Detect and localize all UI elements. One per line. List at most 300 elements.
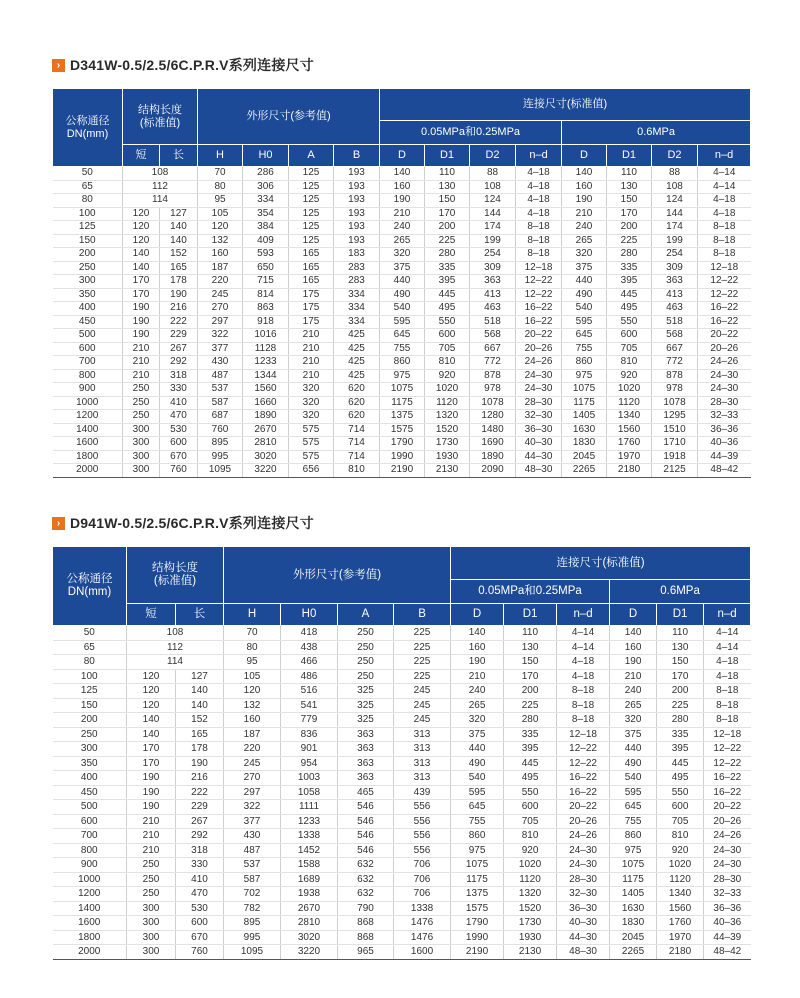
table-cell: 4–18	[516, 207, 562, 221]
table-cell: 335	[425, 261, 470, 275]
table-cell: 112	[127, 640, 224, 655]
table-cell: 36–30	[557, 901, 610, 916]
table-cell: 334	[334, 315, 380, 329]
table-cell: 24–26	[516, 356, 562, 370]
table-cell: 1918	[652, 450, 698, 464]
subheader-cell: 短	[123, 145, 160, 167]
table-row	[53, 221, 751, 235]
table-row	[53, 167, 751, 181]
table-cell: 518	[652, 315, 698, 329]
table-cell: 600	[657, 800, 704, 815]
table-cell: 114	[127, 655, 224, 670]
table-cell: 225	[394, 640, 451, 655]
table-cell: 300	[123, 450, 160, 464]
table-cell: 124	[652, 194, 698, 208]
table-cell: 2180	[657, 945, 704, 960]
table-cell: 44–30	[557, 930, 610, 945]
table-cell: 40–30	[557, 916, 610, 931]
table-cell: 487	[198, 369, 243, 383]
table-cell: 36–30	[516, 423, 562, 437]
table-cell: 190	[160, 288, 198, 302]
table-cell: 24–30	[704, 858, 751, 873]
table-cell: 144	[652, 207, 698, 221]
table-cell: 48–30	[557, 945, 610, 960]
table-cell: 125	[53, 684, 127, 699]
table-cell: 645	[610, 800, 657, 815]
table-cell: 463	[470, 302, 516, 316]
table-cell: 20–26	[704, 814, 751, 829]
table-row	[53, 713, 751, 728]
table-cell: 110	[657, 626, 704, 641]
table-cell: 80	[53, 194, 123, 208]
table-cell: 486	[281, 669, 338, 684]
table-cell: 170	[425, 207, 470, 221]
subheader-cell: D	[562, 145, 607, 167]
table-cell: 645	[380, 329, 425, 343]
table-cell: 1630	[562, 423, 607, 437]
table-cell: 1575	[380, 423, 425, 437]
table-cell: 755	[380, 342, 425, 356]
subheader-cell: B	[394, 604, 451, 626]
table-cell: 445	[425, 288, 470, 302]
table-cell: 540	[610, 771, 657, 786]
table-cell: 537	[198, 383, 243, 397]
table-row	[53, 945, 751, 960]
table-cell: 2810	[243, 437, 289, 451]
table-cell: 95	[198, 194, 243, 208]
table-cell: 210	[289, 329, 334, 343]
table-cell: 975	[380, 369, 425, 383]
table-cell: 1075	[451, 858, 504, 873]
table-cell: 20–22	[516, 329, 562, 343]
subheader-cell: A	[338, 604, 394, 626]
table-cell: 1111	[281, 800, 338, 815]
table-cell: 250	[123, 396, 160, 410]
table-cell: 8–18	[704, 684, 751, 699]
table-cell: 714	[334, 450, 380, 464]
table-cell: 375	[562, 261, 607, 275]
table-cell: 760	[160, 464, 198, 478]
table-cell: 313	[394, 727, 451, 742]
table-cell: 300	[53, 742, 127, 757]
table-cell: 175	[289, 315, 334, 329]
table-cell: 1690	[470, 437, 516, 451]
table-cell: 860	[562, 356, 607, 370]
table-row	[53, 464, 751, 478]
table-cell: 546	[338, 814, 394, 829]
table-cell: 895	[224, 916, 281, 931]
table-cell: 714	[334, 437, 380, 451]
table-cell: 283	[334, 275, 380, 289]
table-cell: 705	[425, 342, 470, 356]
table-cell: 300	[123, 464, 160, 478]
table-cell: 132	[224, 698, 281, 713]
table-cell: 1520	[504, 901, 557, 916]
table-cell: 190	[610, 655, 657, 670]
table-cell: 1800	[53, 930, 127, 945]
table-cell: 297	[198, 315, 243, 329]
table-cell: 900	[53, 858, 127, 873]
table-cell: 8–18	[698, 248, 751, 262]
table-cell: 245	[198, 288, 243, 302]
table-cell: 645	[562, 329, 607, 343]
table-row	[53, 814, 751, 829]
table-cell: 1175	[451, 872, 504, 887]
table-cell: 120	[224, 684, 281, 699]
table-cell: 540	[451, 771, 504, 786]
table-row	[53, 275, 751, 289]
table-cell: 445	[657, 756, 704, 771]
table-row	[53, 829, 751, 844]
table-cell: 670	[160, 450, 198, 464]
table-cell: 50	[53, 626, 127, 641]
table-cell: 150	[53, 234, 123, 248]
table-cell: 65	[53, 640, 127, 655]
table-cell: 1990	[380, 450, 425, 464]
table-cell: 600	[504, 800, 557, 815]
table-cell: 1020	[657, 858, 704, 873]
table-cell: 4–18	[516, 167, 562, 181]
table-cell: 24–30	[698, 369, 751, 383]
table-cell: 20–22	[698, 329, 751, 343]
table-cell: 320	[380, 248, 425, 262]
table-cell: 174	[470, 221, 516, 235]
table-cell: 8–18	[516, 221, 562, 235]
table-cell: 965	[338, 945, 394, 960]
table-cell: 120	[123, 234, 160, 248]
table-cell: 860	[610, 829, 657, 844]
table-cell: 190	[123, 329, 160, 343]
table-cell: 210	[289, 342, 334, 356]
table-cell: 267	[176, 814, 224, 829]
table-cell: 1938	[281, 887, 338, 902]
table-cell: 240	[380, 221, 425, 235]
table-cell: 2000	[53, 945, 127, 960]
table-cell: 334	[243, 194, 289, 208]
table-cell: 265	[562, 234, 607, 248]
table-cell: 1095	[224, 945, 281, 960]
table-cell: 2265	[562, 464, 607, 478]
table-cell: 920	[607, 369, 652, 383]
table-cell: 80	[198, 180, 243, 194]
table-cell: 190	[451, 655, 504, 670]
table-cell: 541	[281, 698, 338, 713]
table-cell: 322	[224, 800, 281, 815]
table-cell: 975	[451, 843, 504, 858]
table-cell: 190	[123, 315, 160, 329]
table-cell: 363	[338, 727, 394, 742]
table-cell: 320	[289, 410, 334, 424]
table-cell: 36–36	[704, 901, 751, 916]
table-cell: 193	[334, 167, 380, 181]
table-cell: 1800	[53, 450, 123, 464]
table-cell: 283	[334, 261, 380, 275]
table-row	[53, 843, 751, 858]
table-cell: 860	[451, 829, 504, 844]
table-cell: 410	[160, 396, 198, 410]
table-cell: 400	[53, 771, 127, 786]
table-cell: 1560	[657, 901, 704, 916]
table-cell: 313	[394, 771, 451, 786]
table-cell: 114	[123, 194, 198, 208]
subheader-cell: D1	[657, 604, 704, 626]
table-cell: 3020	[243, 450, 289, 464]
table-cell: 225	[394, 669, 451, 684]
table-row	[53, 423, 751, 437]
table-cell: 1000	[53, 396, 123, 410]
table-cell: 595	[380, 315, 425, 329]
table-cell: 1930	[425, 450, 470, 464]
table-cell: 32–30	[557, 887, 610, 902]
table-cell: 292	[176, 829, 224, 844]
table-cell: 350	[53, 288, 123, 302]
table-cell: 240	[562, 221, 607, 235]
table-cell: 384	[243, 221, 289, 235]
table-cell: 12–22	[557, 742, 610, 757]
table-cell: 270	[198, 302, 243, 316]
table-cell: 16–22	[704, 785, 751, 800]
table-cell: 1233	[281, 814, 338, 829]
table-cell: 836	[281, 727, 338, 742]
table-cell: 363	[652, 275, 698, 289]
table-cell: 130	[504, 640, 557, 655]
table-row	[53, 207, 751, 221]
table-cell: 325	[338, 698, 394, 713]
table-cell: 309	[652, 261, 698, 275]
table-cell: 595	[451, 785, 504, 800]
table-cell: 309	[470, 261, 516, 275]
table-cell: 490	[380, 288, 425, 302]
table-row	[53, 916, 751, 931]
subheader-row	[53, 604, 751, 626]
table-cell: 700	[53, 356, 123, 370]
table-cell: 152	[160, 248, 198, 262]
table-cell: 810	[607, 356, 652, 370]
table-cell: 140	[127, 727, 176, 742]
table-cell: 210	[123, 342, 160, 356]
table-cell: 1990	[451, 930, 504, 945]
dimension-table-d341w	[52, 88, 751, 478]
table-cell: 1476	[394, 916, 451, 931]
table-cell: 318	[176, 843, 224, 858]
table-cell: 330	[160, 383, 198, 397]
table-cell: 193	[334, 234, 380, 248]
table-cell: 12–18	[516, 261, 562, 275]
table-cell: 170	[127, 742, 176, 757]
table-cell: 587	[198, 396, 243, 410]
table-cell: 160	[198, 248, 243, 262]
table-cell: 80	[53, 655, 127, 670]
table-cell: 2125	[652, 464, 698, 478]
table-cell: 706	[394, 872, 451, 887]
table-cell: 330	[176, 858, 224, 873]
subheader-cell: D2	[652, 145, 698, 167]
table-cell: 187	[198, 261, 243, 275]
table-cell: 300	[123, 437, 160, 451]
table-cell: 100	[53, 669, 127, 684]
table-cell: 190	[380, 194, 425, 208]
table-cell: 300	[123, 423, 160, 437]
table-cell: 440	[451, 742, 504, 757]
table-cell: 1340	[607, 410, 652, 424]
header-pressure-high: 0.6MPa	[562, 121, 751, 145]
table-cell: 800	[53, 843, 127, 858]
table-cell: 199	[652, 234, 698, 248]
table-cell: 267	[160, 342, 198, 356]
table-cell: 170	[504, 669, 557, 684]
table-cell: 409	[243, 234, 289, 248]
table-cell: 165	[289, 248, 334, 262]
table-cell: 4–14	[557, 626, 610, 641]
subheader-cell: 短	[127, 604, 176, 626]
header-pressure-low: 0.05MPa和0.25MPa	[380, 121, 562, 145]
table-cell: 150	[53, 698, 127, 713]
table-row	[53, 887, 751, 902]
table-cell: 575	[289, 423, 334, 437]
table-cell: 1344	[243, 369, 289, 383]
table-cell: 125	[289, 167, 334, 181]
table-cell: 975	[562, 369, 607, 383]
table-cell: 8–18	[516, 248, 562, 262]
table-cell: 4–18	[698, 194, 751, 208]
table-row	[53, 756, 751, 771]
table-cell: 1128	[243, 342, 289, 356]
table-cell: 2190	[380, 464, 425, 478]
table-cell: 229	[160, 329, 198, 343]
table-cell: 190	[176, 756, 224, 771]
table-cell: 878	[470, 369, 516, 383]
section-d941w	[52, 514, 750, 960]
dimension-table-d941w	[52, 546, 751, 960]
table-cell: 1452	[281, 843, 338, 858]
table-cell: 2670	[281, 901, 338, 916]
table-cell: 175	[289, 302, 334, 316]
table-cell: 575	[289, 450, 334, 464]
table-cell: 265	[451, 698, 504, 713]
table-cell: 150	[607, 194, 652, 208]
table-cell: 495	[607, 302, 652, 316]
table-cell: 425	[334, 356, 380, 370]
table-cell: 8–18	[557, 698, 610, 713]
table-cell: 48–42	[704, 945, 751, 960]
table-cell: 2130	[425, 464, 470, 478]
table-row	[53, 771, 751, 786]
table-cell: 125	[53, 221, 123, 235]
table-cell: 110	[504, 626, 557, 641]
table-cell: 556	[394, 814, 451, 829]
table-cell: 28–30	[516, 396, 562, 410]
table-cell: 8–18	[698, 234, 751, 248]
table-cell: 28–30	[704, 872, 751, 887]
table-cell: 1405	[610, 887, 657, 902]
table-row	[53, 194, 751, 208]
table-cell: 24–30	[516, 369, 562, 383]
section-d341w	[52, 56, 750, 478]
table-cell: 667	[470, 342, 516, 356]
table-cell: 8–18	[704, 713, 751, 728]
table-cell: 1200	[53, 887, 127, 902]
table-cell: 465	[338, 785, 394, 800]
table-row	[53, 640, 751, 655]
table-cell: 300	[53, 275, 123, 289]
table-cell: 782	[224, 901, 281, 916]
table-cell: 1120	[504, 872, 557, 887]
table-cell: 1120	[425, 396, 470, 410]
table-cell: 270	[224, 771, 281, 786]
table-cell: 140	[123, 261, 160, 275]
table-row	[53, 669, 751, 684]
table-cell: 667	[652, 342, 698, 356]
subheader-cell: D	[380, 145, 425, 167]
table-cell: 210	[451, 669, 504, 684]
table-cell: 183	[334, 248, 380, 262]
header-length: 结构长度 (标准值)	[127, 547, 224, 604]
table-cell: 160	[610, 640, 657, 655]
table-cell: 4–18	[698, 207, 751, 221]
table-cell: 540	[380, 302, 425, 316]
table-cell: 487	[224, 843, 281, 858]
table-cell: 12–22	[698, 288, 751, 302]
table-cell: 88	[470, 167, 516, 181]
table-cell: 4–18	[516, 180, 562, 194]
table-cell: 413	[470, 288, 516, 302]
table-cell: 600	[607, 329, 652, 343]
table-cell: 124	[470, 194, 516, 208]
table-cell: 325	[338, 713, 394, 728]
table-cell: 714	[334, 423, 380, 437]
table-cell: 600	[53, 814, 127, 829]
table-cell: 130	[425, 180, 470, 194]
table-cell: 225	[657, 698, 704, 713]
subheader-cell: A	[289, 145, 334, 167]
table-cell: 20–22	[557, 800, 610, 815]
table-cell: 174	[652, 221, 698, 235]
table-cell: 12–22	[698, 275, 751, 289]
table-cell: 395	[425, 275, 470, 289]
table-cell: 550	[504, 785, 557, 800]
table-cell: 8–18	[557, 713, 610, 728]
table-cell: 954	[281, 756, 338, 771]
table-cell: 210	[289, 369, 334, 383]
table-cell: 1075	[562, 383, 607, 397]
table-cell: 632	[338, 858, 394, 873]
table-cell: 410	[176, 872, 224, 887]
table-cell: 210	[123, 369, 160, 383]
table-cell: 20–22	[704, 800, 751, 815]
table-row	[53, 342, 751, 356]
table-cell: 210	[562, 207, 607, 221]
table-row	[53, 180, 751, 194]
table-cell: 132	[198, 234, 243, 248]
table-cell: 165	[176, 727, 224, 742]
table-cell: 250	[338, 669, 394, 684]
table-cell: 550	[607, 315, 652, 329]
table-row	[53, 698, 751, 713]
table-cell: 8–18	[698, 221, 751, 235]
table-cell: 500	[53, 800, 127, 815]
table-cell: 12–18	[704, 727, 751, 742]
table-cell: 125	[289, 180, 334, 194]
table-cell: 48–42	[698, 464, 751, 478]
table-cell: 44–39	[698, 450, 751, 464]
table-cell: 318	[160, 369, 198, 383]
table-cell: 125	[289, 194, 334, 208]
table-cell: 150	[504, 655, 557, 670]
header-outer: 外形尺寸(参考值)	[198, 89, 380, 145]
table-cell: 216	[176, 771, 224, 786]
table-cell: 1689	[281, 872, 338, 887]
table-cell: 160	[224, 713, 281, 728]
